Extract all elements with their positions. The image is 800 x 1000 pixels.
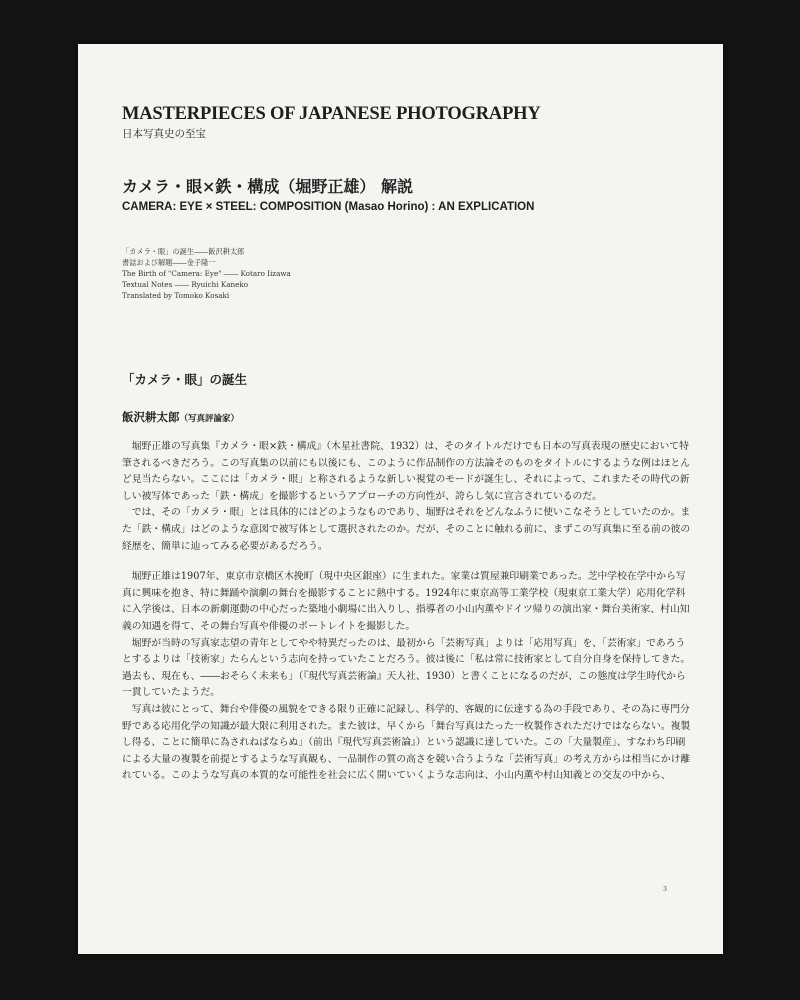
author-affiliation: （写真評論家）	[179, 414, 240, 424]
article-title-japanese: カメラ・眼×鉄・構成（堀野正雄） 解説	[122, 177, 413, 196]
credit-line: 「カメラ・眼」の誕生――飯沢耕太郎	[122, 247, 245, 256]
credits-block	[122, 246, 291, 301]
page-number: 3	[663, 886, 667, 893]
section-heading: 「カメラ・眼」の誕生	[122, 372, 248, 387]
body-text	[122, 439, 692, 785]
body-paragraph: 堀野正雄の写真集『カメラ・眼×鉄・構成』（木星社書院、1932）は、そのタイトルだけでも日本の写真表現の歴史において特筆されるべきだろう。この写真集の以前にも以後にも、このように作品制作の方法論そのものをタイトルにするような例はほとんど見当たらない。ここには「カメラ・眼」と称されるような新しい視覚のモードが誕生し、それによって、これまたその時代の新しい被写体であった「鉄・構成」を撮影するというアプローチの方向性が、誇らし気に宣言されているのだ。	[122, 441, 691, 502]
article-title-english: CAMERA: EYE × STEEL: COMPOSITION (Masao Horino) : AN EXPLICATION	[122, 201, 535, 213]
body-paragraph: 堀野が当時の写真家志望の青年としてやや特異だったのは、最初から「芸術写真」よりは「応用写真」を、「芸術家」であろうとするよりは「技術家」たらんという志向を持っていたことだろう。彼は後に「私は常に技術家として自分自身を保持してきた。過去も、現在も、――おそらく未来も」（『現代写真芸術論』天人社、1930）と書くことになるのだが、この態度は学生時代から一貫していたようだ。	[122, 637, 691, 699]
credit-line: Textual Notes ―― Ryuichi Kaneko	[122, 280, 249, 289]
credit-line: The Birth of "Camera: Eye" ―― Kotaro Iizawa	[122, 269, 291, 278]
author-line	[122, 409, 239, 425]
series-subtitle: 日本写真史の至宝	[122, 128, 206, 140]
credit-line: Translated by Tomoko Kosaki	[122, 291, 230, 300]
body-paragraph: 堀野正雄は1907年、東京市京橋区木挽町（現中央区銀座）に生まれた。家業は質屋兼印刷業であった。芝中学校在学中から写真に興味を抱き、特に舞踊や演劇の舞台を撮影することに熱中する。1924年に東京高等工業学校（現東京工業大学）応用化学科に入学後は、日本の新劇運動の中心だった築地小劇場に出入りし、指導者の小山内薫やドイツ帰りの演出家・舞台美術家、村山知義の知遇を得て、その舞台写真や俳優のポートレイトを撮影した。	[122, 571, 690, 632]
document-page	[78, 44, 723, 954]
body-paragraph: では、その「カメラ・眼」とは具体的にはどのようなものであり、堀野はそれをどんなふうに使いこなそうとしていたのか。また「鉄・構成」はどのような意図で被写体として選択されたのか。だが、そのことに触れる前に、まずこの写真集に至る前の彼の経歴を、簡単に辿ってみる必要があるだろう。	[122, 507, 691, 552]
series-title: MASTERPIECES OF JAPANESE PHOTOGRAPHY	[122, 104, 541, 124]
author-name: 飯沢耕太郎	[122, 410, 180, 424]
body-paragraph: 写真は彼にとって、舞台や俳優の風貌をできる限り正確に記録し、科学的、客観的に伝達する為の手段であり、その為に専門分野である応用化学の知識が最大限に利用された。また彼は、早くから「舞台写真はたった一枚製作されただけではならない。複製し得る、ことに簡単に為されねばならぬ」（前出『現代写真芸術論』）という認識に達していた。この「大量製産」、すなわち印刷による大量の複製を前提とするような写真観も、一品制作の質の高さを競い合うような「芸術写真」の考え方からは相当にかけ離れている。このような写真の本質的な可能性を社会に広く開いていくような志向は、小山内薫や村山知義との交友の中から、	[122, 703, 691, 782]
credit-line: 書誌および解題――金子隆一	[122, 258, 216, 267]
